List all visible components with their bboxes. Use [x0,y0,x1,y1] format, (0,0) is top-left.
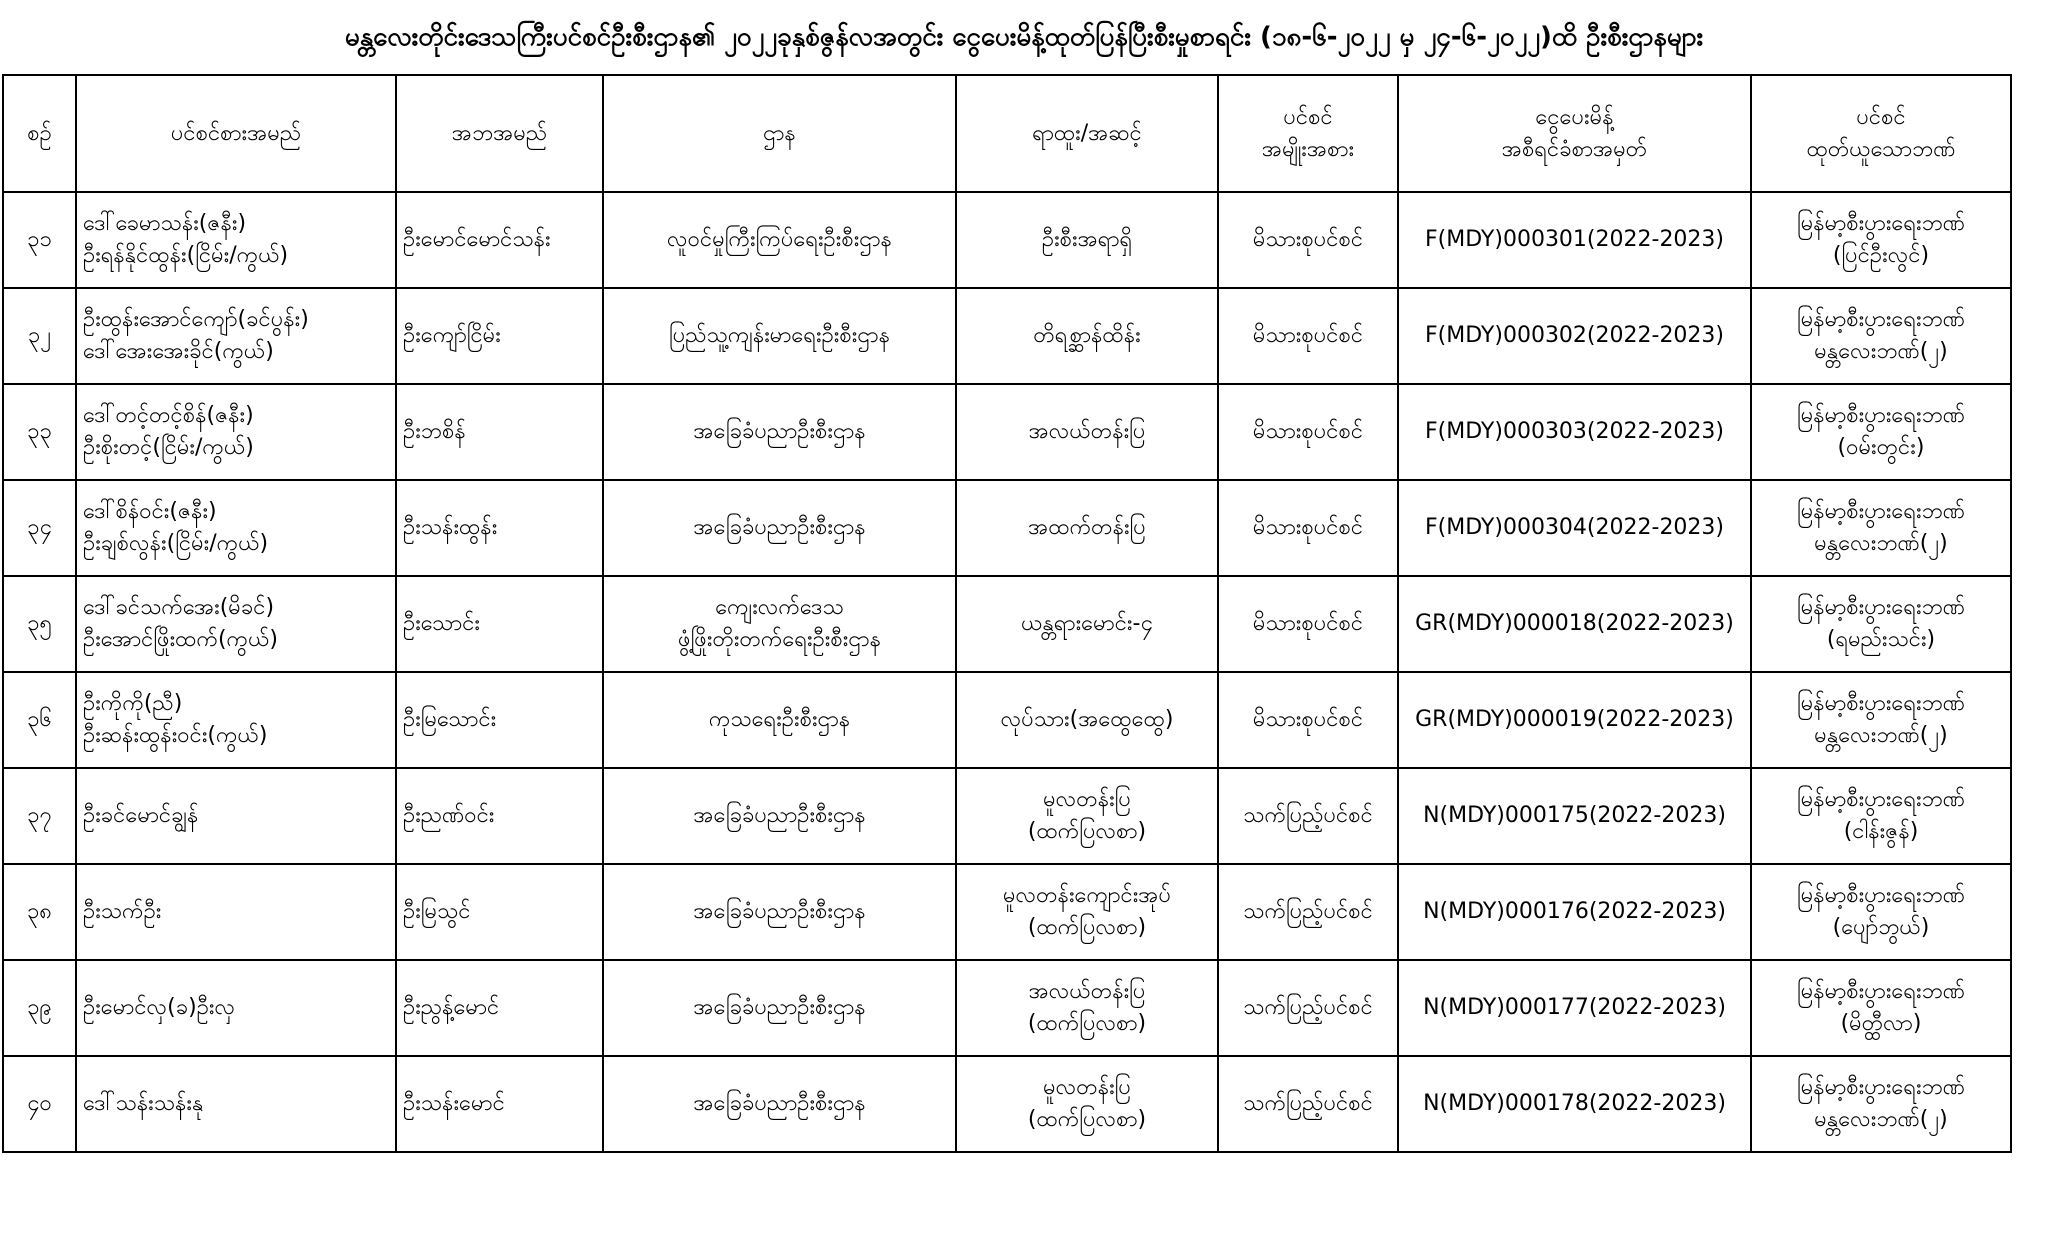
cell-order [1398,768,1751,864]
header-rank: ရာထူး/အဆင့် [956,75,1218,192]
cell-rank-text: မူလတန်းကျောင်းအုပ် [1002,883,1172,908]
table-row [3,864,2011,960]
cell-rank-text: ယန္တရားမောင်း-၄ [1021,611,1153,636]
cell-name [76,384,396,480]
cell-department [603,1056,956,1152]
cell-type-text: မိသားစုပင်စင် [1252,323,1364,348]
cell-name [76,864,396,960]
cell-name-text: ဒေါ်အေးအေးခိုင်(ကွယ်) [83,339,274,364]
cell-rank [956,288,1218,384]
cell-father [396,480,603,576]
cell-rank-text: တိရစ္ဆာန်ထိန်း [1033,323,1141,348]
cell-name [76,480,396,576]
cell-no [3,768,76,864]
cell-order-text: N(MDY)000176(2022-2023) [1423,899,1726,924]
cell-rank-text: (ထက်ပြလစာ) [1027,1107,1147,1132]
cell-no-text: ၃၂ [27,323,52,348]
cell-no [3,1056,76,1152]
cell-name [76,960,396,1056]
cell-name [76,768,396,864]
cell-type [1218,672,1398,768]
cell-rank [956,480,1218,576]
cell-bank-text: မြန်မာ့စီးပွားရေးဘဏ် [1797,211,1965,236]
cell-father [396,288,603,384]
cell-department-text: အခြေခံပညာဦးစီးဌာန [693,515,866,540]
cell-father [396,672,603,768]
cell-no-text: ၃၃ [27,419,52,444]
header-no: စဉ် [3,75,76,192]
cell-order [1398,192,1751,288]
cell-no-text: ၃၆ [27,707,52,732]
cell-father-text: ဦးမြသွင် [403,899,471,924]
cell-name-text: ဒေါ်တင့်တင့်စိန်(ဇနီး) [83,403,254,428]
cell-name-text: ဦးဆန်းထွန်းဝင်း(ကွယ်) [83,723,268,748]
cell-no [3,384,76,480]
cell-bank-text: မြန်မာ့စီးပွားရေးဘဏ် [1797,595,1965,620]
cell-no-text: ၃၄ [27,515,52,540]
document-title: မန္တလေးတိုင်းဒေသကြီးပင်စင်ဦးစီးဌာန၏ ၂၀၂၂ခုနှစ်ဇွန်လအတွင်း ငွေပေးမိန့်ထုတ်ပြန်ပြီးစီးမှုစာရင်း (၁၈-၆-၂၀၂၂ မှ ၂၄-၆-၂၀၂၂)ထိ ဦးစီးဌာနများ [344,22,1704,52]
cell-order-text: F(MDY)000303(2022-2023) [1424,419,1725,444]
cell-rank-text: မူလတန်းပြ [1043,787,1131,812]
cell-rank [956,1056,1218,1152]
cell-name [76,1056,396,1152]
cell-bank [1751,384,2011,480]
pension-table [2,74,2012,1153]
cell-name-text: ဒေါ်စိန်ဝင်း(ဇနီး) [83,499,217,524]
cell-type [1218,384,1398,480]
cell-department-text: အခြေခံပညာဦးစီးဌာန [693,419,866,444]
cell-rank [956,864,1218,960]
cell-type [1218,864,1398,960]
cell-no-text: ၃၇ [27,803,52,828]
cell-bank-text: (ငါန်းဇွန်) [1843,819,1919,844]
cell-department-text: အခြေခံပညာဦးစီးဌာန [693,899,866,924]
cell-no-text: ၃၈ [27,899,52,924]
cell-rank [956,960,1218,1056]
cell-department-text: လူဝင်မှုကြီးကြပ်ရေးဦးစီးဌာန [667,227,892,252]
cell-type-text: မိသားစုပင်စင် [1252,515,1364,540]
cell-bank [1751,288,2011,384]
cell-name [76,192,396,288]
cell-order [1398,672,1751,768]
cell-type [1218,576,1398,672]
cell-no [3,192,76,288]
header-father: အဘအမည် [396,75,603,192]
table-row [3,384,2011,480]
cell-order [1398,960,1751,1056]
cell-rank-text: (ထက်ပြလစာ) [1027,819,1147,844]
cell-father-text: ဦးသောင်း [403,611,480,636]
cell-type-text: မိသားစုပင်စင် [1252,611,1364,636]
cell-no-text: ၃၉ [27,995,52,1020]
cell-father [396,864,603,960]
cell-department-text: ကျေးလက်ဒေသ [715,595,844,620]
cell-type [1218,768,1398,864]
cell-bank [1751,960,2011,1056]
cell-name-text: ဦးအောင်ဖြိုးထက်(ကွယ်) [83,627,279,652]
cell-name-text: ဒေါ်ခေမာသန်း(ဇနီး) [83,211,247,236]
cell-father-text: ဦးမြသောင်း [403,707,497,732]
cell-order [1398,576,1751,672]
cell-name [76,288,396,384]
cell-bank-text: (ပြင်ဦးလွင်) [1832,243,1930,268]
cell-type-text: သက်ပြည့်ပင်စင် [1243,995,1373,1020]
table-header-row [3,75,2011,192]
cell-father-text: ဦးကျော်ငြိမ်း [403,323,501,348]
cell-father [396,1056,603,1152]
cell-bank [1751,480,2011,576]
cell-no [3,864,76,960]
cell-type [1218,960,1398,1056]
cell-bank-text: မြန်မာ့စီးပွားရေးဘဏ် [1797,883,1965,908]
cell-type-text: မိသားစုပင်စင် [1252,227,1364,252]
cell-department [603,768,956,864]
cell-bank-text: မြန်မာ့စီးပွားရေးဘဏ် [1797,787,1965,812]
cell-department [603,672,956,768]
cell-order [1398,384,1751,480]
cell-type [1218,288,1398,384]
cell-bank [1751,576,2011,672]
cell-bank-text: မန္တလေးဘဏ်(၂) [1814,1107,1948,1132]
cell-name-text: ဦးကိုကို(ညီ) [83,691,183,716]
cell-father-text: ဦးသန်းမောင် [403,1091,505,1116]
cell-rank [956,768,1218,864]
table-row [3,768,2011,864]
cell-type-text: မိသားစုပင်စင် [1252,419,1364,444]
cell-no-text: ၃၅ [27,611,52,636]
cell-bank-text: မြန်မာ့စီးပွားရေးဘဏ် [1797,691,1965,716]
cell-bank-text: (ရမည်းသင်း) [1826,627,1936,652]
cell-department [603,960,956,1056]
cell-father [396,384,603,480]
table-row [3,192,2011,288]
cell-department [603,384,956,480]
cell-father-text: ဦးမောင်မောင်သန်း [403,227,551,252]
cell-department-text: အခြေခံပညာဦးစီးဌာန [693,995,866,1020]
cell-bank [1751,864,2011,960]
cell-bank-text: မန္တလေးဘဏ်(၂) [1814,531,1948,556]
table-row [3,672,2011,768]
cell-bank-text: မြန်မာ့စီးပွားရေးဘဏ် [1797,403,1965,428]
cell-no [3,288,76,384]
cell-type-text: သက်ပြည့်ပင်စင် [1243,803,1373,828]
cell-department-text: အခြေခံပညာဦးစီးဌာန [693,1091,866,1116]
header-name: ပင်စင်စားအမည် [76,75,396,192]
cell-bank-text: မြန်မာ့စီးပွားရေးဘဏ် [1797,979,1965,1004]
cell-rank-text: (ထက်ပြလစာ) [1027,1011,1147,1036]
cell-rank-text: အလယ်တန်းပြ [1028,419,1146,444]
cell-type [1218,480,1398,576]
cell-bank-text: မန္တလေးဘဏ်(၂) [1814,723,1948,748]
cell-type [1218,192,1398,288]
cell-rank-text: (ထက်ပြလစာ) [1027,915,1147,940]
cell-rank-text: အလယ်တန်းပြ [1028,979,1146,1004]
cell-rank-text: အထက်တန်းပြ [1028,515,1146,540]
cell-department-text: ဖွံ့ဖြိုးတိုးတက်ရေးဦးစီးဌာန [678,627,881,652]
cell-father [396,576,603,672]
cell-no [3,672,76,768]
cell-father [396,192,603,288]
cell-father-text: ဦးညဏ်ဝင်း [403,803,495,828]
cell-department [603,576,956,672]
cell-no-text: ၄၀ [27,1091,52,1116]
cell-order [1398,288,1751,384]
header-bank: ပင်စင် ထုတ်ယူသောဘဏ် [1751,75,2011,192]
cell-order-text: N(MDY)000177(2022-2023) [1423,995,1726,1020]
cell-bank-text: မြန်မာ့စီးပွားရေးဘဏ် [1797,307,1965,332]
cell-department-text: အခြေခံပညာဦးစီးဌာန [693,803,866,828]
table-row [3,1056,2011,1152]
cell-bank [1751,768,2011,864]
cell-rank [956,384,1218,480]
cell-name-text: ဦးသက်ဦး [83,899,162,924]
table-row [3,480,2011,576]
cell-order [1398,480,1751,576]
cell-order-text: GR(MDY)000018(2022-2023) [1415,611,1734,636]
header-department: ဌာန [603,75,956,192]
cell-department [603,480,956,576]
table-row [3,288,2011,384]
cell-type [1218,1056,1398,1152]
cell-name-text: ဒေါ်ခင်သက်အေး(မိခင်) [83,595,275,620]
cell-department [603,864,956,960]
cell-order-text: F(MDY)000301(2022-2023) [1424,227,1725,252]
cell-department-text: ကုသရေးဦးစီးဌာန [708,707,851,732]
cell-bank [1751,672,2011,768]
cell-father [396,960,603,1056]
cell-name-text: ဦးချစ်လွန်း(ငြိမ်း/ကွယ်) [83,531,269,556]
cell-bank-text: မြန်မာ့စီးပွားရေးဘဏ် [1797,499,1965,524]
cell-rank [956,192,1218,288]
cell-name-text: ဒေါ်သန်းသန်းနု [83,1091,204,1116]
cell-no [3,480,76,576]
cell-name [76,576,396,672]
cell-bank-text: မန္တလေးဘဏ်(၂) [1814,339,1948,364]
cell-order-text: F(MDY)000302(2022-2023) [1424,323,1725,348]
cell-type-text: သက်ပြည့်ပင်စင် [1243,1091,1373,1116]
cell-order [1398,864,1751,960]
header-type: ပင်စင် အမျိုးအစား [1218,75,1398,192]
cell-father [396,768,603,864]
cell-name-text: ဦးခင်မောင်ချွန် [83,803,199,828]
header-order: ငွေပေးမိန့် အစီရင်ခံစာအမှတ် [1398,75,1751,192]
cell-bank-text: (ဝမ်းတွင်း) [1837,435,1925,460]
cell-no [3,960,76,1056]
cell-bank [1751,1056,2011,1152]
cell-order-text: GR(MDY)000019(2022-2023) [1415,707,1734,732]
cell-department-text: ပြည်သူ့ကျန်းမာရေးဦးစီးဌာန [669,323,890,348]
cell-father-text: ဦးသန်းထွန်း [403,515,498,540]
cell-department [603,288,956,384]
cell-rank-text: လုပ်သား(အထွေထွေ) [1000,707,1174,732]
cell-rank-text: မူလတန်းပြ [1043,1075,1131,1100]
cell-order-text: N(MDY)000175(2022-2023) [1423,803,1726,828]
cell-father-text: ဦးညွန့်မောင် [403,995,500,1020]
cell-department [603,192,956,288]
cell-name-text: ဦးစိုးတင့်(ငြိမ်း/ကွယ်) [83,435,254,460]
cell-rank [956,672,1218,768]
cell-no [3,576,76,672]
cell-order [1398,1056,1751,1152]
cell-rank-text: ဦးစီးအရာရှိ [1041,227,1133,252]
cell-rank [956,576,1218,672]
cell-name-text: ဦးထွန်းအောင်ကျော်(ခင်ပွန်း) [83,307,309,332]
cell-no-text: ၃၁ [27,227,52,252]
cell-type-text: မိသားစုပင်စင် [1252,707,1364,732]
cell-bank-text: (ပျော်ဘွယ်) [1832,915,1930,940]
cell-order-text: N(MDY)000178(2022-2023) [1423,1091,1726,1116]
table-row [3,576,2011,672]
table-row [3,960,2011,1056]
cell-name-text: ဦးရန်နိုင်ထွန်း(ငြိမ်း/ကွယ်) [83,243,289,268]
cell-type-text: သက်ပြည့်ပင်စင် [1243,899,1373,924]
cell-name-text: ဦးမောင်လှ(ခ)ဦးလှ [83,995,236,1020]
cell-order-text: F(MDY)000304(2022-2023) [1424,515,1725,540]
cell-bank-text: မြန်မာ့စီးပွားရေးဘဏ် [1797,1075,1965,1100]
cell-bank [1751,192,2011,288]
cell-bank-text: (မိတ္ထီလာ) [1840,1011,1922,1036]
cell-name [76,672,396,768]
cell-father-text: ဦးဘစိန် [403,419,466,444]
